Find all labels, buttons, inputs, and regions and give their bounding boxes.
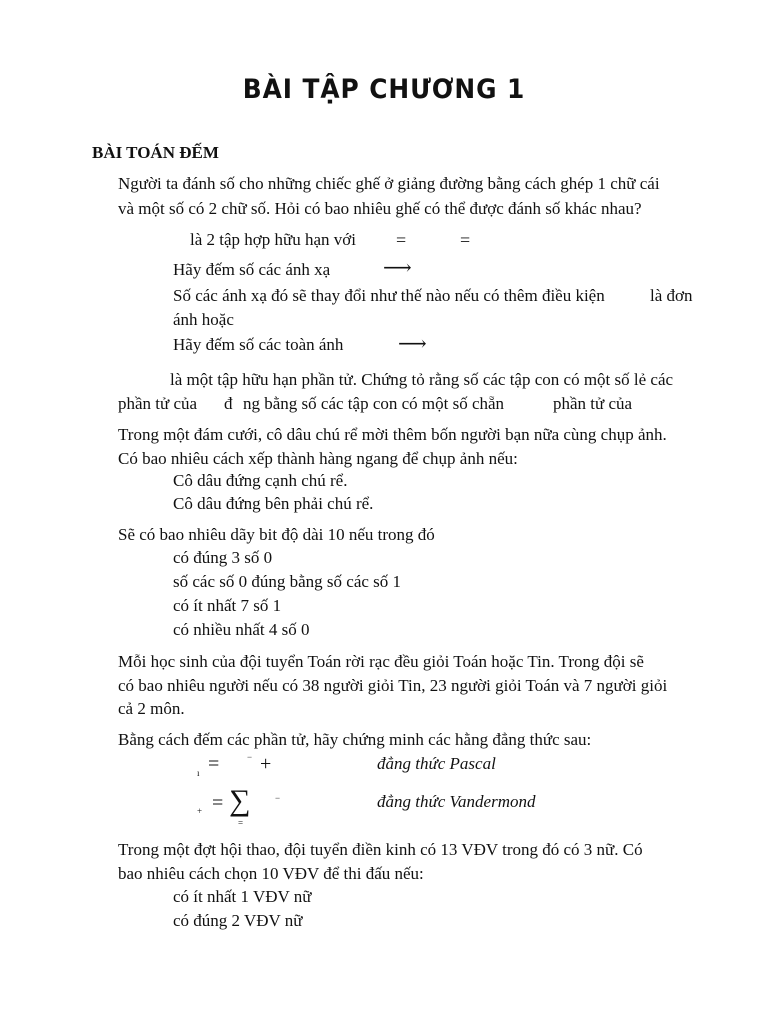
p8-item-2: có đúng 2 VĐV nữ [173, 911, 303, 930]
p6-line-1: Mỗi học sinh của đội tuyển Toán rời rạc đều giỏi Toán hoặc Tin. Trong đội sẽ [118, 652, 644, 671]
p3-line-2b: đ [224, 394, 233, 413]
p1-line-2: và một số có 2 chữ số. Hỏi có bao nhiêu ghế có thể được đánh số khác nhau? [118, 199, 642, 218]
p4-item-1: Cô dâu đứng cạnh chú rể. [173, 471, 348, 490]
p5-intro: Sẽ có bao nhiêu dãy bit độ dài 10 nếu trong đó [118, 525, 435, 544]
p8-line-2: bao nhiêu cách chọn 10 VĐV để thi đấu nếu: [118, 864, 424, 883]
p5-item-1: có đúng 3 số 0 [173, 548, 273, 567]
p2-arrow-1: ⟶ [383, 257, 412, 279]
p2-equals-2: = [460, 230, 471, 250]
p7-intro: Bằng cách đếm các phần tử, hãy chứng minh các hằng đẳng thức sau: [118, 730, 592, 749]
sum-lower-equals: = [238, 818, 244, 828]
p4-line-1: Trong một đám cưới, cô dâu chú rể mời thêm bốn người bạn nữa cùng chụp ảnh. [118, 425, 667, 444]
p2-equals-1: = [396, 230, 407, 250]
p4-item-2: Cô dâu đứng bên phải chú rể. [173, 494, 374, 513]
p4-line-2: Có bao nhiêu cách xếp thành hàng ngang để chụp ảnh nếu: [118, 449, 518, 468]
pascal-subscript: ı [197, 768, 200, 778]
p2-item-2c: ánh hoặc [173, 310, 234, 329]
vandermond-label: đẳng thức Vandermond [377, 792, 536, 811]
p5-item-2: số các số 0 đúng bằng số các số 1 [173, 572, 402, 591]
p5-item-3: có ít nhất 7 số 1 [173, 596, 282, 615]
vandermond-plus: + [197, 806, 203, 816]
p8-item-1: có ít nhất 1 VĐV nữ [173, 887, 312, 906]
p5-item-4: có nhiều nhất 4 số 0 [173, 620, 310, 639]
p3-line-2a: phần tử của [118, 394, 198, 413]
p2-intro: là 2 tập hợp hữu hạn với [190, 230, 356, 249]
p6-line-3: cả 2 môn. [118, 699, 185, 718]
sum-symbol: ∑ [229, 784, 251, 817]
pascal-equals: = [208, 753, 220, 775]
vandermond-equals: = [212, 792, 224, 814]
p2-item-2a: Số các ánh xạ đó sẽ thay đổi như thế nào nếu có thêm điều kiện [173, 286, 605, 305]
p8-line-1: Trong một đợt hội thao, đội tuyển điền kinh có 13 VĐV trong đó có 3 nữ. Có [118, 840, 643, 859]
pascal-minus: − [247, 752, 253, 762]
p2-item-2b: là đơn [650, 286, 693, 305]
page-title: BÀI TẬP CHƯƠNG 1 [242, 74, 526, 105]
p2-item-1: Hãy đếm số các ánh xạ [173, 260, 331, 279]
p1-line-1: Người ta đánh số cho những chiếc ghế ở giảng đường bằng cách ghép 1 chữ cái [118, 174, 660, 193]
pascal-plus: + [260, 753, 272, 775]
section-heading: BÀI TOÁN ĐẾM [92, 143, 219, 162]
p6-line-2: có bao nhiêu người nếu có 38 người giỏi Tin, 23 người giỏi Toán và 7 người giỏi [118, 676, 668, 695]
pascal-label: đẳng thức Pascal [377, 754, 496, 773]
vandermond-minus: − [275, 793, 281, 803]
p2-arrow-2: ⟶ [398, 333, 427, 355]
p3-line-2d: phần tử của [553, 394, 633, 413]
p2-item-3: Hãy đếm số các toàn ánh [173, 335, 344, 354]
p3-line-2c: ng bằng số các tập con có một số chẵn [243, 394, 505, 413]
p3-line-1: là một tập hữu hạn phần tử. Chứng tỏ rằng số các tập con có một số lẻ các [170, 370, 674, 389]
